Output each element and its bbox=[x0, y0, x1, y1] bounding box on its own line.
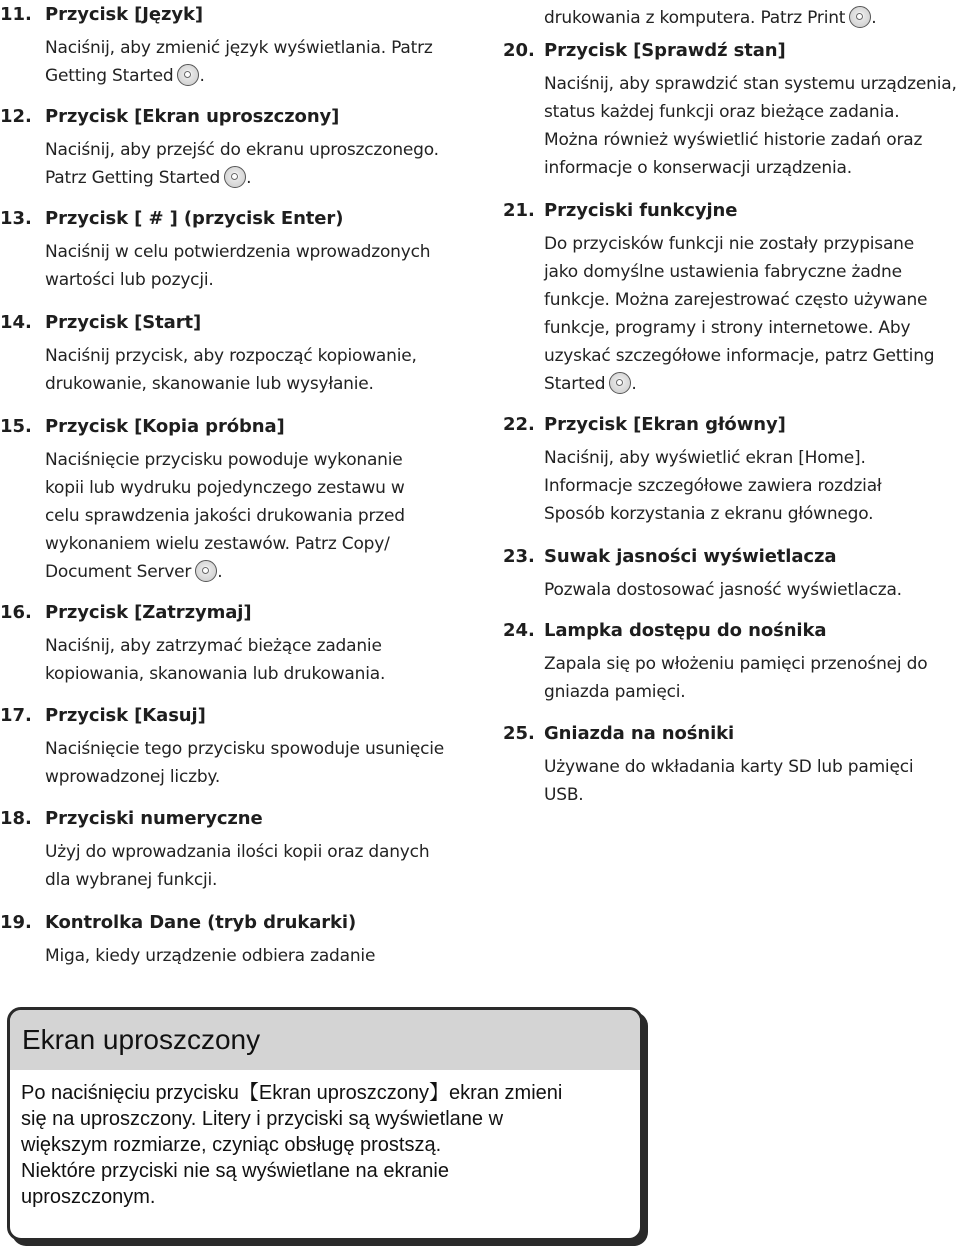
reference-disc-icon bbox=[224, 166, 246, 188]
line-text: Pozwala dostosować jasność wyświetlacza. bbox=[544, 580, 902, 600]
line-text: Naciśnij, aby zmienić język wyświetlania. Patrz bbox=[45, 38, 433, 58]
description-line bbox=[45, 660, 490, 688]
note-line: się na uproszczony. Litery i przyciski są wyświetlane w bbox=[21, 1108, 504, 1130]
line-text: Naciśnij przycisk, aby rozpocząć kopiowanie, bbox=[45, 346, 417, 366]
item-description bbox=[544, 753, 960, 809]
description-line bbox=[45, 838, 490, 866]
description-line bbox=[45, 866, 490, 894]
item-title: Przycisk [Kopia próbna] bbox=[45, 416, 285, 437]
item-description bbox=[45, 735, 490, 791]
list-item bbox=[503, 414, 960, 528]
item-description bbox=[45, 238, 490, 294]
note-line: większym rozmiarze, czyniąc obsługę prostszą. bbox=[21, 1134, 442, 1156]
item-number: 17. bbox=[0, 705, 32, 726]
item-description bbox=[544, 650, 960, 706]
continuation-text: drukowania z komputera. Patrz Print bbox=[544, 8, 846, 28]
line-text: Naciśnij, aby przejść do ekranu uproszczonego. bbox=[45, 140, 439, 160]
line-text: dla wybranej funkcji. bbox=[45, 870, 218, 890]
line-text: Document Server bbox=[45, 562, 192, 582]
item-number: 20. bbox=[503, 40, 535, 61]
line-text: Miga, kiedy urządzenie odbiera zadanie bbox=[45, 946, 376, 966]
item-description bbox=[544, 230, 960, 398]
item-title: Przycisk [Sprawdź stan] bbox=[544, 40, 786, 61]
item-title: Przycisk [Język] bbox=[45, 4, 204, 25]
description-line bbox=[544, 753, 960, 781]
line-text: Started bbox=[544, 374, 606, 394]
item-title: Lampka dostępu do nośnika bbox=[544, 620, 827, 641]
item-title: Kontrolka Dane (tryb drukarki) bbox=[45, 912, 357, 933]
item-title: Przycisk [Ekran uproszczony] bbox=[45, 106, 340, 127]
note-box-body bbox=[10, 1070, 640, 1210]
item-number: 14. bbox=[0, 312, 32, 333]
item-number: 24. bbox=[503, 620, 535, 641]
item-title: Przycisk [Kasuj] bbox=[45, 705, 206, 726]
line-text: Getting Started bbox=[45, 66, 174, 86]
description-line bbox=[45, 735, 490, 763]
line-text: Zapala się po włożeniu pamięci przenośnej do bbox=[544, 654, 928, 674]
note-line: uproszczonym. bbox=[21, 1186, 156, 1208]
description-line bbox=[544, 342, 960, 370]
item-number: 23. bbox=[503, 546, 535, 567]
description-line bbox=[45, 136, 490, 164]
list-item bbox=[0, 106, 490, 192]
item-description bbox=[45, 838, 490, 894]
description-line bbox=[544, 678, 960, 706]
line-text: kopii lub wydruku pojedynczego zestawu w bbox=[45, 478, 405, 498]
item-number: 19. bbox=[0, 912, 32, 933]
list-item bbox=[0, 208, 490, 294]
simplified-screen-note-box bbox=[7, 1007, 643, 1241]
item-number: 11. bbox=[0, 4, 32, 25]
description-line bbox=[45, 34, 490, 62]
line-text: gniazda pamięci. bbox=[544, 682, 686, 702]
reference-disc-icon bbox=[177, 64, 199, 86]
line-text: Naciśnięcie przycisku powoduje wykonanie bbox=[45, 450, 403, 470]
item-number: 12. bbox=[0, 106, 32, 127]
item-number: 18. bbox=[0, 808, 32, 829]
description-line bbox=[544, 286, 960, 314]
item-title: Przycisk [Start] bbox=[45, 312, 202, 333]
description-line bbox=[544, 472, 960, 500]
reference-disc-icon bbox=[609, 372, 631, 394]
description-line bbox=[45, 942, 490, 970]
description-line bbox=[45, 530, 490, 558]
line-text: status każdej funkcji oraz bieżące zadania. bbox=[544, 102, 900, 122]
list-item bbox=[0, 312, 490, 398]
item-number: 22. bbox=[503, 414, 535, 435]
line-text: wprowadzonej liczby. bbox=[45, 767, 221, 787]
description-line bbox=[544, 258, 960, 286]
description-line bbox=[544, 781, 960, 809]
note-box-title: Ekran uproszczony bbox=[10, 1010, 640, 1070]
description-line bbox=[45, 266, 490, 294]
item-description bbox=[45, 632, 490, 688]
description-line bbox=[544, 230, 960, 258]
item-number: 25. bbox=[503, 723, 535, 744]
item-title: Przyciski funkcyjne bbox=[544, 200, 738, 221]
line-text: funkcje. Można zarejestrować często używane bbox=[544, 290, 928, 310]
line-text: Do przycisków funkcji nie zostały przypisane bbox=[544, 234, 915, 254]
item-description bbox=[45, 136, 490, 192]
note-line: Niektóre przyciski nie są wyświetlane na ekranie bbox=[21, 1160, 449, 1182]
line-text: USB. bbox=[544, 785, 584, 805]
right-column bbox=[503, 0, 960, 805]
reference-disc-icon bbox=[195, 560, 217, 582]
description-line bbox=[544, 98, 960, 126]
line-text: Naciśnij, aby zatrzymać bieżące zadanie bbox=[45, 636, 382, 656]
line-text: Użyj do wprowadzania ilości kopii oraz danych bbox=[45, 842, 430, 862]
item-title: Gniazda na nośniki bbox=[544, 723, 735, 744]
description-line bbox=[544, 576, 960, 604]
description-line bbox=[45, 502, 490, 530]
line-text: celu sprawdzenia jakości drukowania przed bbox=[45, 506, 405, 526]
line-text: Używane do wkładania karty SD lub pamięci bbox=[544, 757, 914, 777]
line-text: kopiowania, skanowania lub drukowania. bbox=[45, 664, 386, 684]
note-line: Po naciśnięciu przycisku【Ekran uproszczony】ekran zmieni bbox=[21, 1082, 563, 1104]
line-text: Sposób korzystania z ekranu głównego. bbox=[544, 504, 874, 524]
description-line bbox=[45, 238, 490, 266]
line-text: drukowanie, skanowanie lub wysyłanie. bbox=[45, 374, 374, 394]
item-number: 21. bbox=[503, 200, 535, 221]
item-description bbox=[45, 34, 490, 90]
line-text: wartości lub pozycji. bbox=[45, 270, 214, 290]
description-line bbox=[544, 126, 960, 154]
line-text: Naciśnij, aby sprawdzić stan systemu urządzenia, bbox=[544, 74, 957, 94]
item-title: Przycisk [ # ] (przycisk Enter) bbox=[45, 208, 344, 229]
description-line: Document Server . bbox=[45, 562, 223, 582]
line-text: Naciśnij w celu potwierdzenia wprowadzonych bbox=[45, 242, 431, 262]
item-number: 16. bbox=[0, 602, 32, 623]
list-item bbox=[0, 912, 490, 970]
line-text: wykonaniem wielu zestawów. Patrz Copy/ bbox=[45, 534, 390, 554]
description-line bbox=[45, 632, 490, 660]
item-title: Przyciski numeryczne bbox=[45, 808, 263, 829]
continuation-paragraph: drukowania z komputera. Patrz Print . bbox=[544, 8, 877, 28]
description-line bbox=[544, 314, 960, 342]
list-item bbox=[0, 416, 490, 586]
item-title: Przycisk [Ekran główny] bbox=[544, 414, 786, 435]
list-item bbox=[503, 546, 960, 604]
item-number: 13. bbox=[0, 208, 32, 229]
list-item bbox=[0, 705, 490, 791]
list-item bbox=[503, 40, 960, 182]
item-description bbox=[544, 444, 960, 528]
line-text: Informacje szczegółowe zawiera rozdział bbox=[544, 476, 882, 496]
line-text: Patrz Getting Started bbox=[45, 168, 221, 188]
line-text: uzyskać szczegółowe informacje, patrz Getting bbox=[544, 346, 935, 366]
description-line bbox=[544, 154, 960, 182]
list-item bbox=[503, 723, 960, 809]
description-line: Patrz Getting Started . bbox=[45, 168, 252, 188]
list-item bbox=[503, 200, 960, 398]
description-line bbox=[45, 370, 490, 398]
line-text: Naciśnięcie tego przycisku spowoduje usunięcie bbox=[45, 739, 445, 759]
description-line bbox=[45, 474, 490, 502]
item-description bbox=[45, 446, 490, 586]
description-line bbox=[45, 763, 490, 791]
item-description bbox=[45, 942, 490, 970]
list-item bbox=[0, 602, 490, 688]
description-line: Started . bbox=[544, 374, 637, 394]
list-item bbox=[0, 808, 490, 894]
line-text: informacje o konserwacji urządzenia. bbox=[544, 158, 852, 178]
item-description bbox=[45, 342, 490, 398]
list-item bbox=[0, 4, 490, 90]
description-line bbox=[544, 650, 960, 678]
line-text: jako domyślne ustawienia fabryczne żadne bbox=[544, 262, 902, 282]
description-line bbox=[544, 500, 960, 528]
description-line bbox=[45, 342, 490, 370]
description-line bbox=[544, 70, 960, 98]
reference-disc-icon bbox=[849, 6, 871, 28]
item-description bbox=[544, 576, 960, 604]
description-line: Getting Started . bbox=[45, 66, 205, 86]
line-text: Można również wyświetlić historie zadań oraz bbox=[544, 130, 923, 150]
description-line bbox=[45, 446, 490, 474]
list-item bbox=[503, 620, 960, 706]
line-text: funkcje, programy i strony internetowe. Aby bbox=[544, 318, 911, 338]
item-number: 15. bbox=[0, 416, 32, 437]
line-text: Naciśnij, aby wyświetlić ekran [Home]. bbox=[544, 448, 866, 468]
item-title: Suwak jasności wyświetlacza bbox=[544, 546, 837, 567]
item-description bbox=[544, 70, 960, 182]
item-title: Przycisk [Zatrzymaj] bbox=[45, 602, 252, 623]
description-line bbox=[544, 444, 960, 472]
